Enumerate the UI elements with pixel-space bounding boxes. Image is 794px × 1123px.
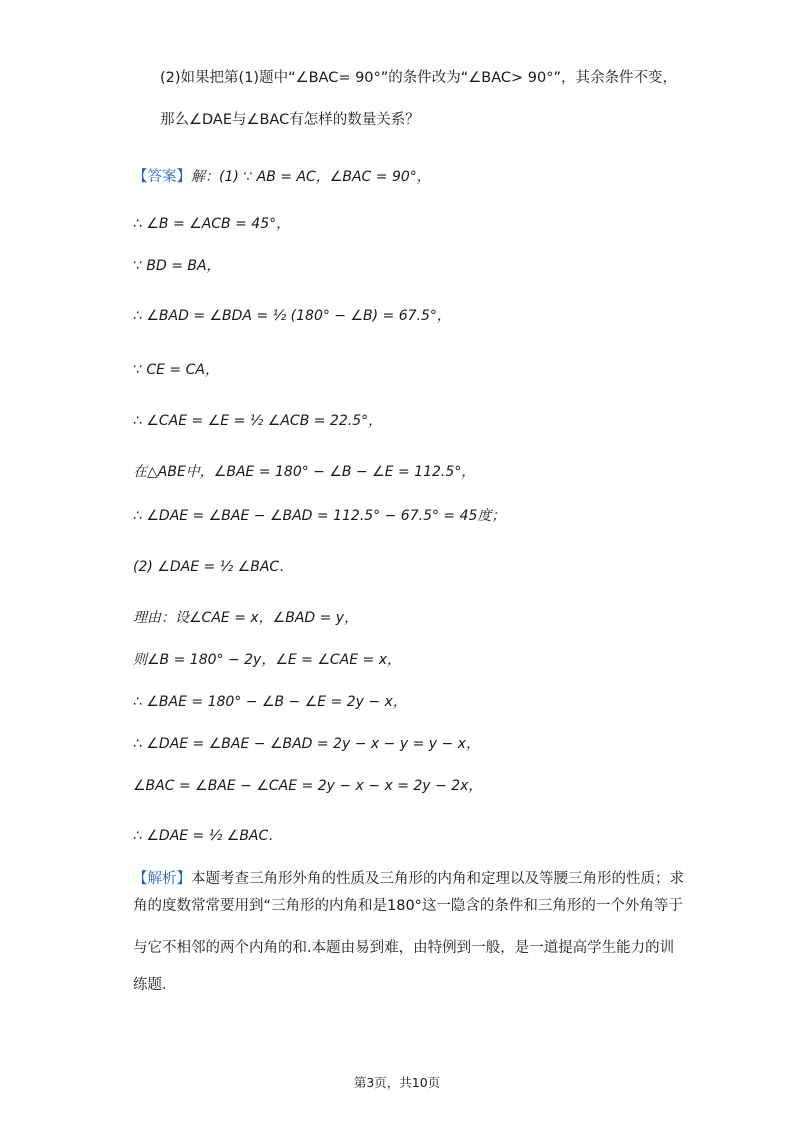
answer-line: 则∠B = 180° − 2y，∠E = ∠CAE = x，	[133, 652, 402, 668]
analysis-tag: 【解析】	[133, 871, 191, 887]
answer-line: ∴ ∠DAE = ½ ∠BAC．	[133, 828, 283, 844]
answer-line: ∴ ∠DAE = ∠BAE − ∠BAD = 112.5° − 67.5° = 45度；	[133, 508, 506, 524]
answer-line	[133, 167, 431, 187]
answer-line: ∵ CE = CA，	[133, 362, 219, 378]
analysis-line: 与它不相邻的两个内角的和.本题由易到难，由特例到一般，是一道提高学生能力的训	[133, 940, 675, 956]
answer-tag: 【答案】	[133, 169, 191, 185]
answer-line: ∴ ∠BAE = 180° − ∠B − ∠E = 2y − x，	[133, 694, 407, 710]
page-footer: 第3页，共10页	[353, 1075, 441, 1090]
answer-line: (2) ∠DAE = ½ ∠BAC．	[133, 559, 294, 575]
answer-text: 解：(1) ∵ AB = AC，∠BAC = 90°，	[191, 169, 431, 185]
analysis-line	[133, 869, 684, 889]
analysis-line: 练题．	[133, 977, 177, 993]
answer-line: 在△ABE中，∠BAE = 180° − ∠B − ∠E = 112.5°，	[133, 464, 476, 480]
question-line-1: (2)如果把第(1)题中“∠BAC= 90°”的条件改为“∠BAC> 90°”，其余条件不变，	[160, 70, 678, 86]
analysis-line: 角的度数常常要用到“三角形的内角和是180°这一隐含的条件和三角形的一个外角等于	[133, 898, 683, 914]
answer-line: ∴ ∠DAE = ∠BAE − ∠BAD = 2y − x − y = y − x，	[133, 736, 480, 752]
answer-line: ∵ BD = BA，	[133, 258, 221, 274]
analysis-text: 本题考查三角形外角的性质及三角形的内角和定理以及等腰三角形的性质；求	[191, 871, 684, 887]
answer-line: 理由：设∠CAE = x，∠BAD = y，	[133, 610, 359, 626]
answer-line: ∴ ∠BAD = ∠BDA = ½ (180° − ∠B) = 67.5°，	[133, 308, 451, 324]
question-line-2: 那么∠DAE与∠BAC有怎样的数量关系？	[160, 112, 420, 128]
answer-line: ∴ ∠B = ∠ACB = 45°，	[133, 216, 291, 232]
answer-line: ∴ ∠CAE = ∠E = ½ ∠ACB = 22.5°，	[133, 413, 383, 429]
answer-line: ∠BAC = ∠BAE − ∠CAE = 2y − x − x = 2y − 2x，	[133, 778, 483, 794]
